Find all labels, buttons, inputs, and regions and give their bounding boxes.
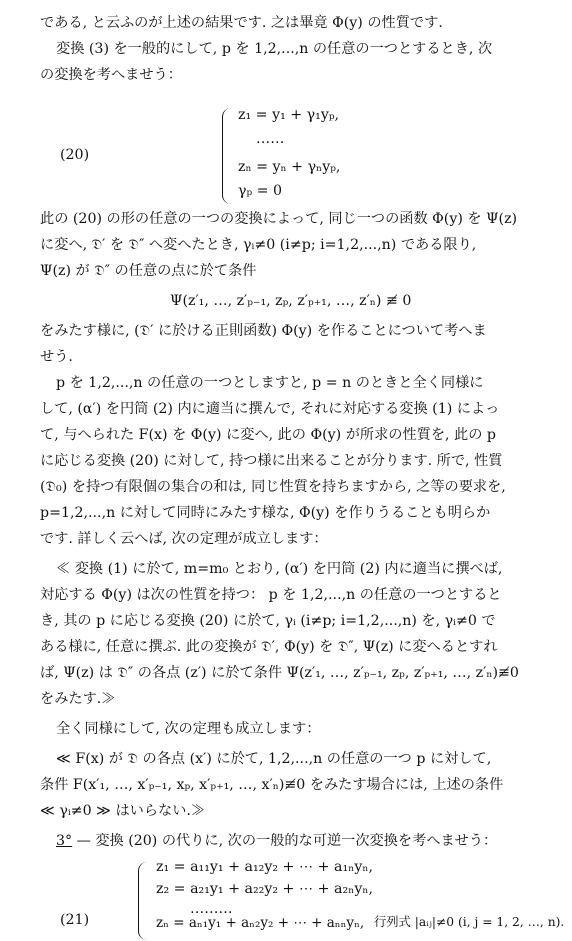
- text-line-12: に応じる変換 (20) に対して, 持つ様に出来ることが分ります. 所で, 性質: [40, 453, 503, 469]
- theorem-2-line-1: ≪ F(x) が 𝔇 の各点 (x′) に於て, 1,2,...,n の任意の一つ p に対して,: [56, 751, 492, 767]
- text-line-3: の変換を考へませう：: [40, 67, 182, 83]
- text-line-8: せう.: [40, 349, 73, 365]
- equation-21-brace: [138, 862, 147, 940]
- section-3-line: [56, 832, 497, 851]
- text-line-15: です. 詳しく云へば, 次の定理が成立します：: [40, 531, 328, 547]
- theorem-1-line-3: き, 其の p に応じる変換 (20) に於て, γᵢ (i≠p; i=1,2,...,n) を, γᵢ≠0 で: [40, 613, 496, 629]
- equation-20-label: (20): [60, 147, 90, 163]
- theorem-1-line-5: ば, Ψ(z) は 𝔇″ の各点 (z′) に於て条件 Ψ(z′₁, …, z′ₚ₋₁, zₚ, z′ₚ₊₁, …, z′ₙ)≢0: [40, 665, 519, 681]
- equation-21-row-5: 行列式 |aᵢⱼ|≠0 (i, j = 1, 2, …, n).: [374, 914, 565, 930]
- text-line-1: である, と云ふのが上述の結果です. 之は畢竟 Φ(y) の性質です.: [40, 15, 443, 31]
- equation-20-row-2: ……: [256, 131, 285, 147]
- theorem-1-line-1: ≪ 変換 (1) に於て, m=m₀ とおり, (α′) を円筒 (2) 内に適当に撰べば,: [56, 561, 503, 577]
- text-line-16: 全く同様にして, 次の定理も成立します：: [56, 721, 321, 737]
- equation-21-label: (21): [60, 912, 90, 928]
- text-line-4: 此の (20) の形の任意の一つの変換によって, 同じ一つの函数 Φ(y) を Ψ(z): [40, 211, 518, 227]
- theorem-2-line-2: 条件 F(x′₁, …, x′ₚ₋₁, xₚ, x′ₚ₊₁, …, x′ₙ)≢0 をみたす場合には, 上述の条件: [40, 777, 504, 793]
- equation-20-row-4: γₚ = 0: [238, 183, 283, 199]
- section-mark: 3°: [56, 833, 73, 849]
- equation-20-row-3: zₙ = yₙ + γₙyₚ,: [238, 159, 341, 175]
- equation-21-row-4: zₙ = aₙ₁y₁ + aₙ₂y₂ + ⋯ + aₙₙyₙ,: [156, 915, 365, 931]
- equation-21-row-1: z₁ = a₁₁y₁ + a₁₂y₂ + ⋯ + a₁ₙyₙ,: [156, 859, 373, 875]
- theorem-1-line-6: をみたす.≫: [40, 691, 116, 707]
- equation-20-brace: [222, 108, 231, 204]
- condition-formula: Ψ(z′₁, …, z′ₚ₋₁, zₚ, z′ₚ₊₁, …, z′ₙ) ≢ 0: [170, 293, 412, 309]
- text-line-9: p を 1,2,...,n の任意の一つとしますと, p = n のときと全く同様に: [56, 375, 484, 391]
- theorem-1-line-2: 対応する Φ(y) は次の性質を持つ： p を 1,2,...,n の任意の一つとすると: [40, 587, 502, 603]
- theorem-2-line-3: ≪ γᵢ≠0 ≫ はいらない.≫: [40, 803, 206, 819]
- text-line-2: 変換 (3) を一般的にして, p を 1,2,...,n の任意の一つとするとき, 次: [56, 41, 493, 57]
- section-3-text: — 変換 (20) の代りに, 次の一般的な可逆一次変換を考へませう：: [76, 833, 498, 849]
- text-line-14: p=1,2,...,n に対して同時にみたす様な, Φ(y) を作りうることも明らか: [40, 505, 491, 521]
- text-line-13: (𝔇₀) を持つ有限個の集合の和は, 同じ性質を持ちますから, 之等の要求を,: [40, 479, 506, 495]
- text-line-11: て, 与へられた F(x) を Φ(y) に変へ, 此の Φ(y) が所求の性質を, 此の p: [40, 427, 496, 443]
- text-line-5: に変へ, 𝔇′ を 𝔇″ へ変へたとき, γᵢ≠0 (i≠p; i=1,2,...,n) である限り,: [40, 237, 477, 253]
- equation-21-row-3: ………: [190, 901, 233, 917]
- equation-20-row-1: z₁ = y₁ + γ₁yₚ,: [238, 107, 340, 123]
- text-line-10: して, (α′) を円筒 (2) 内に適当に撰んで, それに対応する変換 (1) によっ: [40, 401, 500, 417]
- equation-21-row-2: z₂ = a₂₁y₁ + a₂₂y₂ + ⋯ + a₂ₙyₙ,: [156, 881, 373, 897]
- theorem-1-line-4: ある様に, 任意に撰ぶ. 此の変換が 𝔇′, Φ(y) を 𝔇″, Ψ(z) に変へるとすれ: [40, 639, 498, 655]
- text-line-7: をみたす様に, (𝔇′ に於ける正則函数) Φ(y) を作ることについて考へま: [40, 323, 487, 339]
- text-line-6: Ψ(z) が 𝔇″ の任意の点に於て条件: [40, 263, 257, 279]
